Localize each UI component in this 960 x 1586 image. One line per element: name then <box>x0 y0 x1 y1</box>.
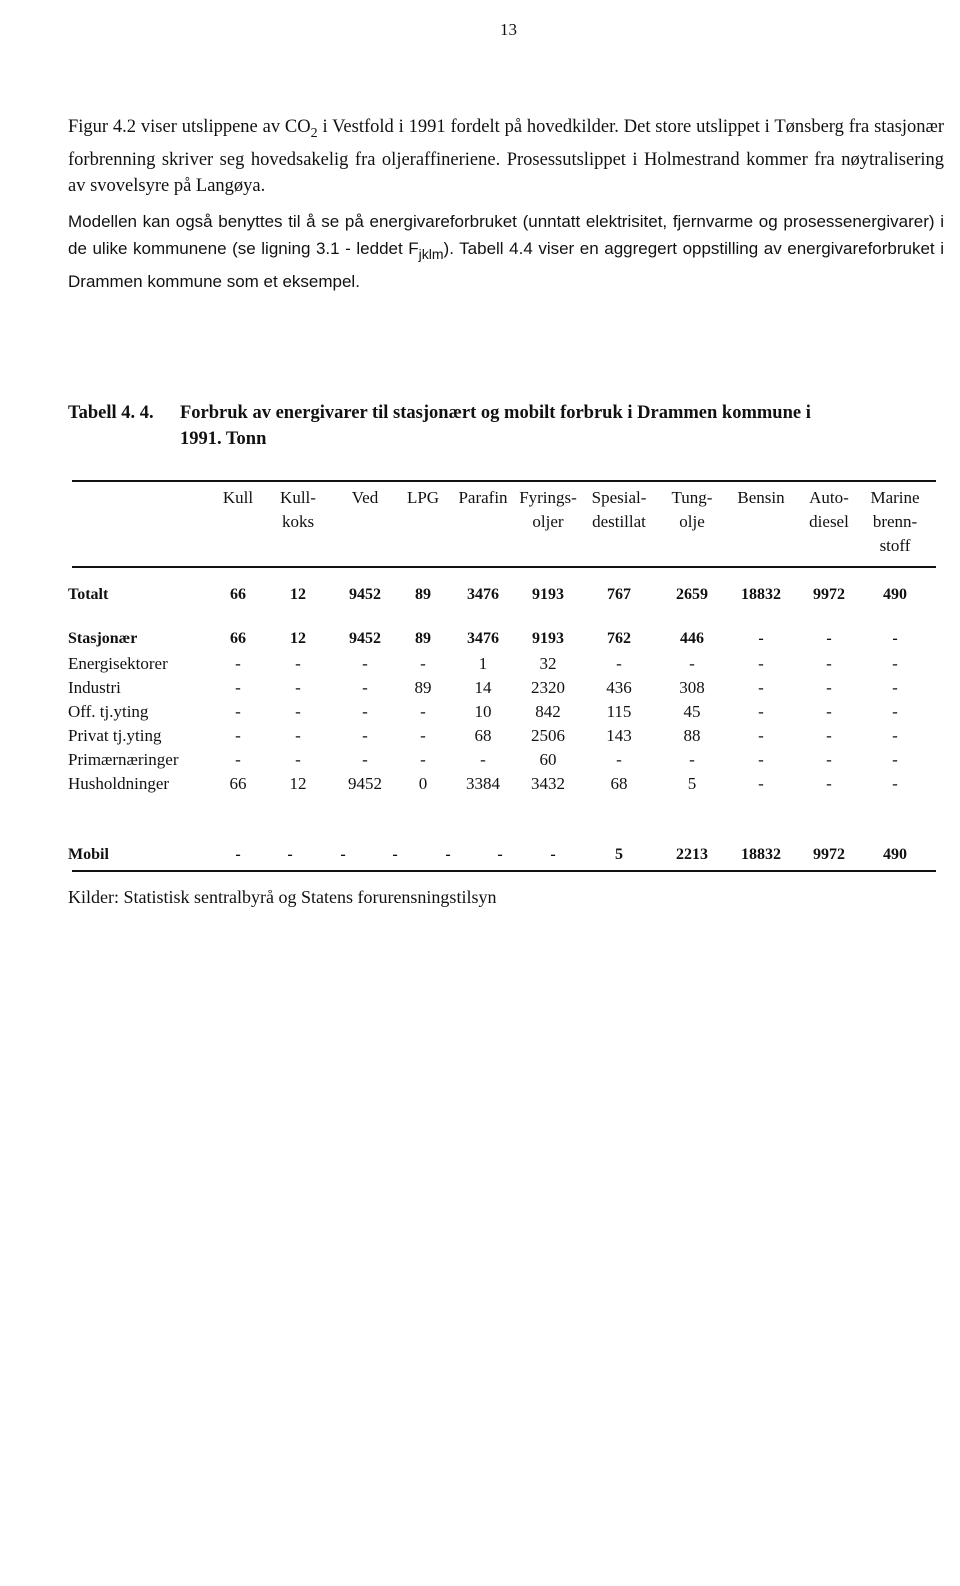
table-cell: - <box>420 654 426 673</box>
row-label: Industri <box>68 678 121 697</box>
table-cell: 88 <box>683 726 701 745</box>
table-cell: - <box>287 846 293 863</box>
table-row <box>68 750 938 774</box>
column-header <box>855 486 935 558</box>
table-cell: - <box>892 678 898 697</box>
table-cell: - <box>826 726 832 745</box>
table-cell: - <box>295 726 301 745</box>
table-cell: 5 <box>615 846 623 863</box>
table-cell: 115 <box>606 702 632 721</box>
table-cell: - <box>758 726 764 745</box>
table-cell: - <box>616 654 622 673</box>
column-header <box>508 486 588 534</box>
table-cell: 767 <box>607 586 631 603</box>
table-caption <box>68 400 938 452</box>
table-cell: 66 <box>230 630 246 647</box>
table-cell: - <box>826 630 832 647</box>
column-header-line: brenn- <box>872 512 918 531</box>
caption-label: Tabell 4. 4. <box>68 403 154 423</box>
table-cell: - <box>758 678 764 697</box>
table-cell: 3432 <box>531 774 565 793</box>
table-cell: 9972 <box>813 846 845 863</box>
table-cell: - <box>826 654 832 673</box>
table-cell: - <box>826 774 832 793</box>
table-top-rule <box>72 480 936 482</box>
table-cell: - <box>235 846 241 863</box>
table-cell: - <box>892 750 898 769</box>
caption-line-2: 1991. Tonn <box>180 429 267 449</box>
table-cell: 308 <box>679 678 705 697</box>
table-cell: 18832 <box>741 586 781 603</box>
table-cell: - <box>420 726 426 745</box>
table-cell: 446 <box>680 630 704 647</box>
table-cell: 45 <box>683 702 701 721</box>
table-row <box>68 702 938 726</box>
table-cell: 0 <box>418 774 428 793</box>
table-cell: 68 <box>474 726 492 745</box>
table-cell: - <box>480 750 486 769</box>
table-cell: - <box>295 750 301 769</box>
table-cell: - <box>420 750 426 769</box>
table-cell: - <box>235 726 241 745</box>
table-cell: 60 <box>539 750 557 769</box>
column-header-line: koks <box>281 512 315 531</box>
table-cell: - <box>826 678 832 697</box>
column-header-line: diesel <box>809 512 849 531</box>
table-cell: 12 <box>290 630 306 647</box>
column-header <box>579 486 659 534</box>
row-label: Primærnæringer <box>68 750 179 769</box>
table-cell: 3476 <box>467 630 499 647</box>
table-cell: - <box>758 654 764 673</box>
caption-line-1: Forbruk av energivarer til stasjonært og mobilt forbruk i Drammen kommune i <box>180 403 811 423</box>
table-cell: - <box>497 846 503 863</box>
table-cell: 9452 <box>348 774 382 793</box>
table-row <box>68 846 938 870</box>
row-label: Husholdninger <box>68 774 170 793</box>
table-cell: - <box>235 702 241 721</box>
paragraph-model: Modellen kan også benyttes til å se på energivareforbruket (unntatt elektrisitet, fjernvarme og prosessenergivarer) i de ulike kommunene (se ligning 3.1 - leddet $F_{jklm}$). Tabell 4.4 viser en aggregert oppstilling av energivareforbruket i Drammen kommune som et eksempel. <box>68 212 944 291</box>
table-bottom-rule <box>72 870 936 872</box>
table-cell: 32 <box>539 654 557 673</box>
table-cell: 2213 <box>676 846 708 863</box>
table-cell: 436 <box>606 678 632 697</box>
table-cell: 66 <box>230 586 246 603</box>
row-label: Off. tj.yting <box>68 702 149 721</box>
table-row <box>68 586 938 610</box>
table-cell: 18832 <box>741 846 781 863</box>
row-label: Mobil <box>68 846 109 863</box>
table-cell: 66 <box>229 774 247 793</box>
table-header <box>68 486 938 566</box>
table-row <box>68 678 938 702</box>
column-header-line: Kull <box>222 488 254 507</box>
table-row <box>68 726 938 750</box>
table-cell: - <box>295 654 301 673</box>
table-row <box>68 654 938 678</box>
column-header-line: Fyrings- <box>519 488 577 507</box>
table-body <box>68 586 938 872</box>
table-cell: 9193 <box>532 630 564 647</box>
column-header-line: Kull- <box>280 488 316 507</box>
column-header-line: oljer <box>532 512 564 531</box>
table-cell: - <box>892 630 898 647</box>
table-cell: - <box>689 654 695 673</box>
table-cell: - <box>362 702 368 721</box>
table-cell: 1 <box>478 654 488 673</box>
table-cell: - <box>758 702 764 721</box>
source-note: Kilder: Statistisk sentralbyrå og Statens forurensningstilsyn <box>68 887 497 907</box>
table-cell: - <box>362 726 368 745</box>
table-cell: - <box>892 702 898 721</box>
table-cell: 10 <box>474 702 492 721</box>
table-cell: - <box>892 774 898 793</box>
table-cell: - <box>295 678 301 697</box>
table-cell: - <box>445 846 451 863</box>
table-cell: - <box>340 846 346 863</box>
table-cell: - <box>420 702 426 721</box>
table-cell: - <box>892 654 898 673</box>
table-cell: 89 <box>415 586 431 603</box>
table-cell: 5 <box>687 774 697 793</box>
table-row <box>68 774 938 798</box>
row-label: Totalt <box>68 586 109 603</box>
column-header-line: Tung- <box>671 488 713 507</box>
table-cell: 143 <box>606 726 632 745</box>
table-cell: 3384 <box>466 774 500 793</box>
table-cell: 762 <box>607 630 631 647</box>
column-header-line: stoff <box>879 536 911 555</box>
table-cell: 3476 <box>467 586 499 603</box>
table-cell: 490 <box>883 586 907 603</box>
table-cell: - <box>826 702 832 721</box>
table-cell: - <box>616 750 622 769</box>
table-cell: 2659 <box>676 586 708 603</box>
table-cell: - <box>362 750 368 769</box>
column-header-line: Marine <box>870 488 920 507</box>
paragraph-co2: Figur 4.2 viser utslippene av $CO_2$ i Vestfold i 1991 fordelt på hovedkilder. Det store utslippet i Tønsberg fra stasjonær forbrenning skriver seg hovedsakelig fra oljeraffineriene. Prosessutslippet i Holmestrand kommer fra nøytralisering av svovelsyre på Langøya. <box>68 117 944 196</box>
table-cell: 89 <box>415 630 431 647</box>
column-header-line: destillat <box>592 512 646 531</box>
column-header-line: olje <box>679 512 705 531</box>
table-cell: 2506 <box>531 726 565 745</box>
column-header-line: Bensin <box>737 488 785 507</box>
table-cell: - <box>689 750 695 769</box>
column-header-line: Ved <box>351 488 379 507</box>
table-cell: - <box>550 846 556 863</box>
column-header-line: LPG <box>406 488 440 507</box>
table-cell: 12 <box>289 774 307 793</box>
table-cell: 9193 <box>532 586 564 603</box>
table-cell: - <box>392 846 398 863</box>
table-cell: - <box>758 774 764 793</box>
row-label: Privat tj.yting <box>68 726 162 745</box>
table-cell: - <box>362 654 368 673</box>
row-label: Energisektorer <box>68 654 168 673</box>
table-row <box>68 630 938 654</box>
column-header-line: Spesial- <box>591 488 647 507</box>
table-cell: 14 <box>474 678 492 697</box>
table-cell: 9452 <box>349 630 381 647</box>
table-cell: - <box>758 750 764 769</box>
table-cell: 842 <box>535 702 561 721</box>
row-label: Stasjonær <box>68 630 138 647</box>
table-cell: 9972 <box>813 586 845 603</box>
table-cell: - <box>892 726 898 745</box>
page-number: 13 <box>500 20 517 39</box>
table-cell: 89 <box>414 678 432 697</box>
table-cell: 490 <box>883 846 907 863</box>
table-cell: - <box>235 678 241 697</box>
table-header-rule <box>72 566 936 568</box>
table-cell: - <box>362 678 368 697</box>
table-cell: 12 <box>290 586 306 603</box>
table-cell: - <box>826 750 832 769</box>
table-cell: - <box>235 750 241 769</box>
table-cell: - <box>235 654 241 673</box>
table-cell: - <box>295 702 301 721</box>
table-cell: 2320 <box>531 678 565 697</box>
column-header <box>652 486 732 534</box>
table-cell: 9452 <box>349 586 381 603</box>
table-cell: - <box>758 630 764 647</box>
column-header-line: Parafin <box>458 488 508 507</box>
table-cell: 68 <box>610 774 628 793</box>
column-header-line: Auto- <box>809 488 849 507</box>
energy-table <box>68 480 938 872</box>
